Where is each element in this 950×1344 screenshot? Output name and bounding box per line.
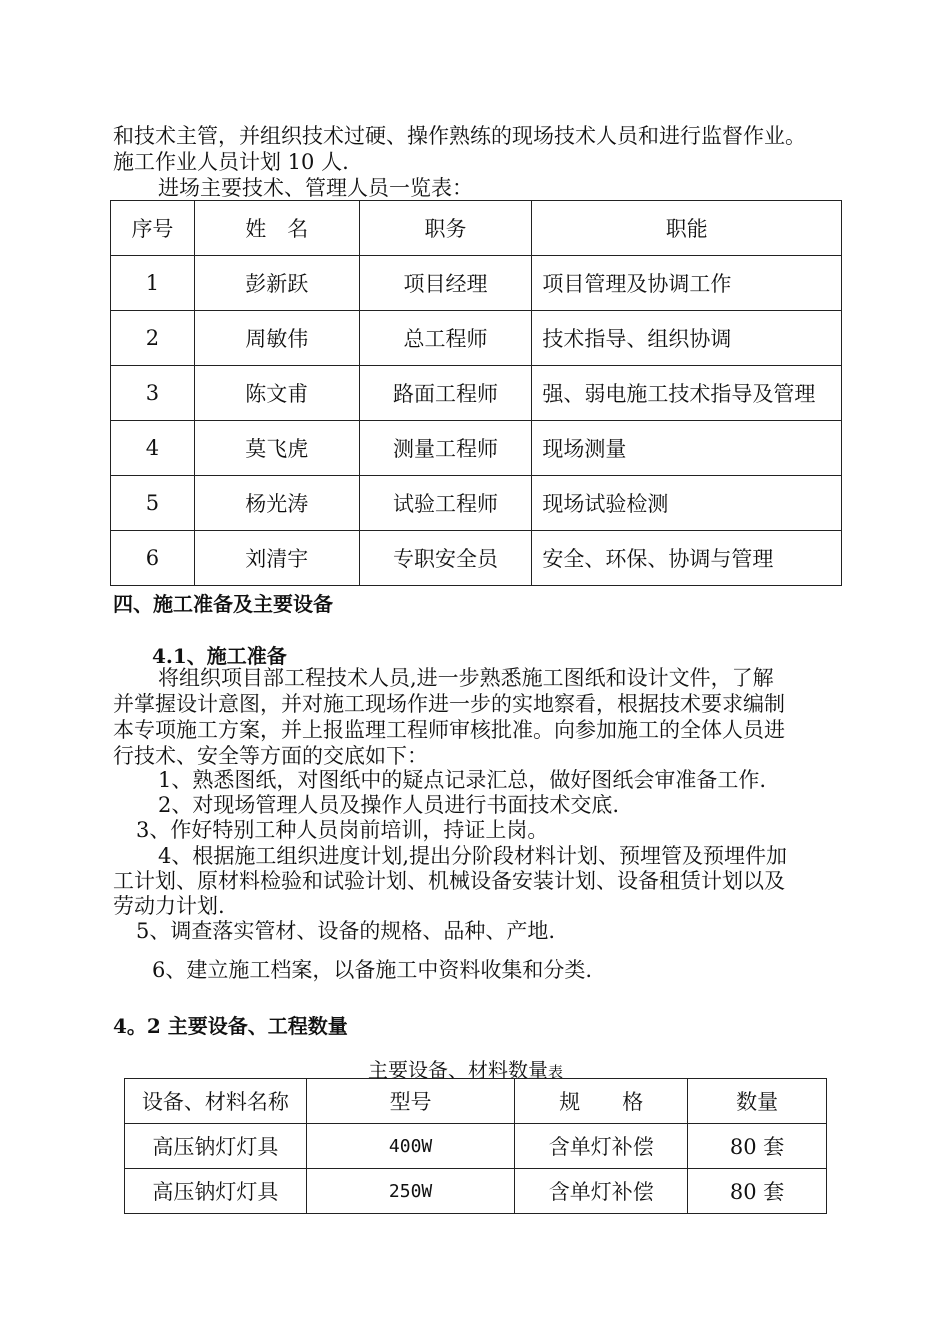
cell-position: 总工程师 <box>359 311 532 366</box>
header-cell: 职能 <box>532 201 842 256</box>
header-cell: 姓 名 <box>194 201 359 256</box>
list-item-cont: 劳动力计划. <box>113 894 225 918</box>
table-row <box>125 1169 827 1214</box>
cell-quantity: 80 套 <box>688 1124 827 1169</box>
table-row <box>111 531 842 586</box>
header-cell: 职务 <box>359 201 532 256</box>
paragraph-line: 将组织项目部工程技术人员,进一步熟悉施工图纸和设计文件，了解 <box>158 666 774 690</box>
paragraph-line: 本专项施工方案，并上报监理工程师审核批准。向参加施工的全体人员进 <box>113 718 785 742</box>
cell-model: 400W <box>306 1124 515 1169</box>
cell-name: 刘清宇 <box>194 531 359 586</box>
table-header-row <box>111 201 842 256</box>
list-item: 4、根据施工组织进度计划,提出分阶段材料计划、预埋管及预埋件加 <box>158 844 788 868</box>
cell-index: 4 <box>111 421 195 476</box>
header-cell: 规 格 <box>515 1079 688 1124</box>
table-row <box>125 1124 827 1169</box>
list-item-cont: 工计划、原材料检验和试验计划、机械设备安装计划、设备租赁计划以及 <box>113 869 785 893</box>
cell-duty: 安全、环保、协调与管理 <box>532 531 842 586</box>
table-header-row <box>125 1079 827 1124</box>
cell-model: 250W <box>306 1169 515 1214</box>
equipment-table <box>124 1078 827 1214</box>
cell-duty: 强、弱电施工技术指导及管理 <box>532 366 842 421</box>
table-row <box>111 476 842 531</box>
cell-position: 试验工程师 <box>359 476 532 531</box>
intro-line-2: 施工作业人员计划 10 人. <box>113 150 349 174</box>
cell-spec: 含单灯补偿 <box>515 1124 688 1169</box>
cell-spec: 含单灯补偿 <box>515 1169 688 1214</box>
list-item: 2、对现场管理人员及操作人员进行书面技术交底. <box>158 793 620 817</box>
cell-index: 6 <box>111 531 195 586</box>
section-heading: 四、施工准备及主要设备 <box>113 592 333 616</box>
subsection-heading-equipment: 4。2 主要设备、工程数量 <box>113 1014 348 1038</box>
list-item: 1、熟悉图纸，对图纸中的疑点记录汇总，做好图纸会审准备工作. <box>158 768 767 792</box>
staff-table <box>110 200 842 586</box>
table-row <box>111 311 842 366</box>
cell-name: 陈文甫 <box>194 366 359 421</box>
cell-position: 路面工程师 <box>359 366 532 421</box>
cell-position: 测量工程师 <box>359 421 532 476</box>
cell-index: 1 <box>111 256 195 311</box>
header-cell: 型号 <box>306 1079 515 1124</box>
paragraph-line: 行技术、安全等方面的交底如下： <box>113 744 428 768</box>
cell-name: 莫飞虎 <box>194 421 359 476</box>
cell-name: 杨光涛 <box>194 476 359 531</box>
cell-duty: 现场测量 <box>532 421 842 476</box>
cell-index: 2 <box>111 311 195 366</box>
cell-position: 项目经理 <box>359 256 532 311</box>
cell-item: 高压钠灯灯具 <box>125 1124 307 1169</box>
header-cell: 序号 <box>111 201 195 256</box>
cell-index: 3 <box>111 366 195 421</box>
list-item: 5、调查落实管材、设备的规格、品种、产地. <box>136 919 556 943</box>
cell-duty: 技术指导、组织协调 <box>532 311 842 366</box>
cell-name: 周敏伟 <box>194 311 359 366</box>
table-row <box>111 366 842 421</box>
table-row <box>111 421 842 476</box>
cell-name: 彭新跃 <box>194 256 359 311</box>
list-item: 6、建立施工档案，以备施工中资料收集和分类. <box>152 958 593 982</box>
list-item: 3、作好特别工种人员岗前培训，持证上岗。 <box>136 818 549 842</box>
header-cell: 数量 <box>688 1079 827 1124</box>
staff-table-title: 进场主要技术、管理人员一览表： <box>158 176 473 200</box>
cell-duty: 现场试验检测 <box>532 476 842 531</box>
intro-line-1: 和技术主管，并组织技术过硬、操作熟练的现场技术人员和进行监督作业。 <box>113 124 806 148</box>
cell-quantity: 80 套 <box>688 1169 827 1214</box>
caption-tail: 表 <box>548 1063 564 1081</box>
cell-position: 专职安全员 <box>359 531 532 586</box>
header-cell: 设备、材料名称 <box>125 1079 307 1124</box>
cell-index: 5 <box>111 476 195 531</box>
caption-main: 主要设备、材料数量 <box>368 1058 548 1082</box>
subsection-heading-prep: 4.1、施工准备 <box>152 644 287 668</box>
cell-duty: 项目管理及协调工作 <box>532 256 842 311</box>
cell-item: 高压钠灯灯具 <box>125 1169 307 1214</box>
paragraph-line: 并掌握设计意图，并对施工现场作进一步的实地察看，根据技术要求编制 <box>113 692 785 716</box>
table-row <box>111 256 842 311</box>
